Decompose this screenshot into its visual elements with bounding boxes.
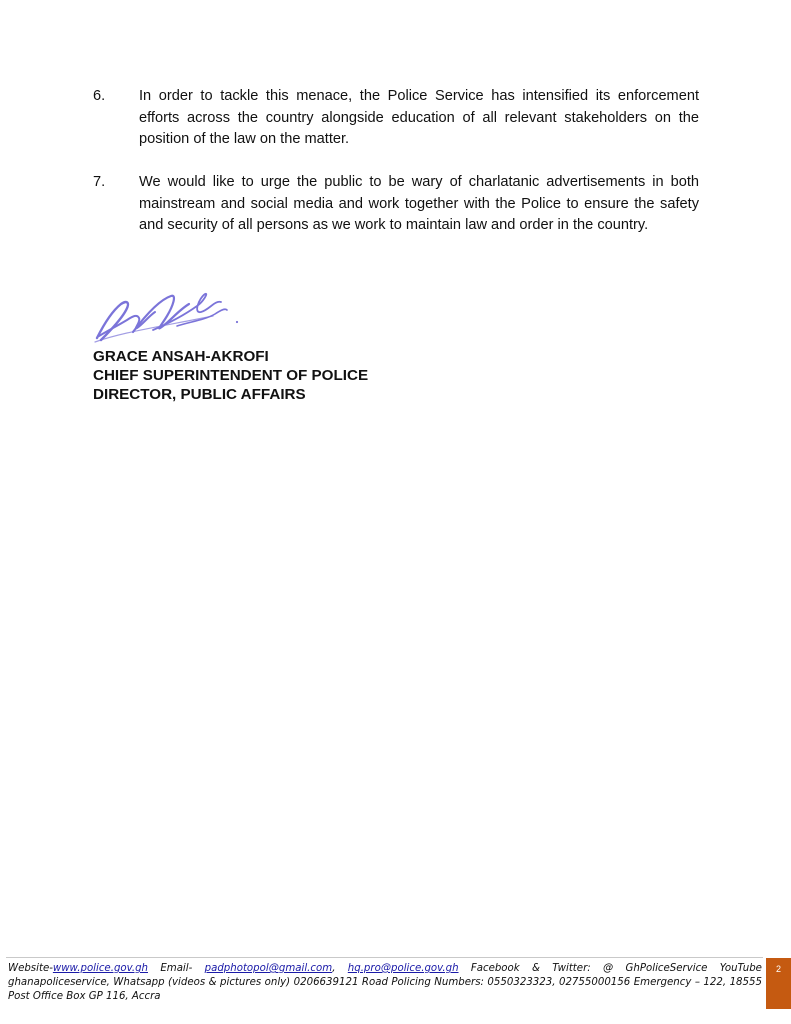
paragraph-number: 7. [93,174,106,190]
handwritten-signature [93,286,243,346]
signatory-title: DIRECTOR, PUBLIC AFFAIRS [93,386,306,403]
email-link-padphotopol[interactable]: padphotopol@gmail.com [204,963,333,974]
paragraph-7 [93,172,699,237]
email-link-hq-pro[interactable]: hq.pro@police.gov.gh [347,963,459,974]
paragraph-6 [93,86,699,151]
page-number-badge [766,958,791,1009]
signature-block [93,347,368,404]
footer-contact-text: Facebook & Twitter: @ GhPoliceService YouTube ghanapoliceservice, Whatsapp (videos & pictures only) 0206639121 Road Policing Numbers: 0550323323, 02755000156 Emergency – 122, 18555 Post Office Box GP 116, Accra [8,963,762,1002]
website-label: Website- [8,963,53,974]
signatory-name: GRACE ANSAH-AKROFI [93,348,269,365]
signatory-rank: CHIEF SUPERINTENDENT OF POLICE [93,367,369,384]
paragraph-text: In order to tackle this menace, the Police Service has intensified its enforcement efforts across the country alongside education of all relevant stakeholders on the position of the law on the matter. [139,88,699,148]
email-label: Email- [160,963,193,974]
page-footer [8,962,762,1004]
website-link[interactable]: www.police.gov.gh [52,963,148,974]
footer-divider [6,957,763,958]
paragraph-text: We would like to urge the public to be wary of charlatanic advertisements in both mainstream and social media and work together with the Police to ensure the safety and security of all persons as we work to maintain law and order in the country. [139,174,699,234]
email-separator: , [332,963,336,974]
paragraph-number: 6. [93,88,106,104]
page-number: 2 [775,964,781,974]
